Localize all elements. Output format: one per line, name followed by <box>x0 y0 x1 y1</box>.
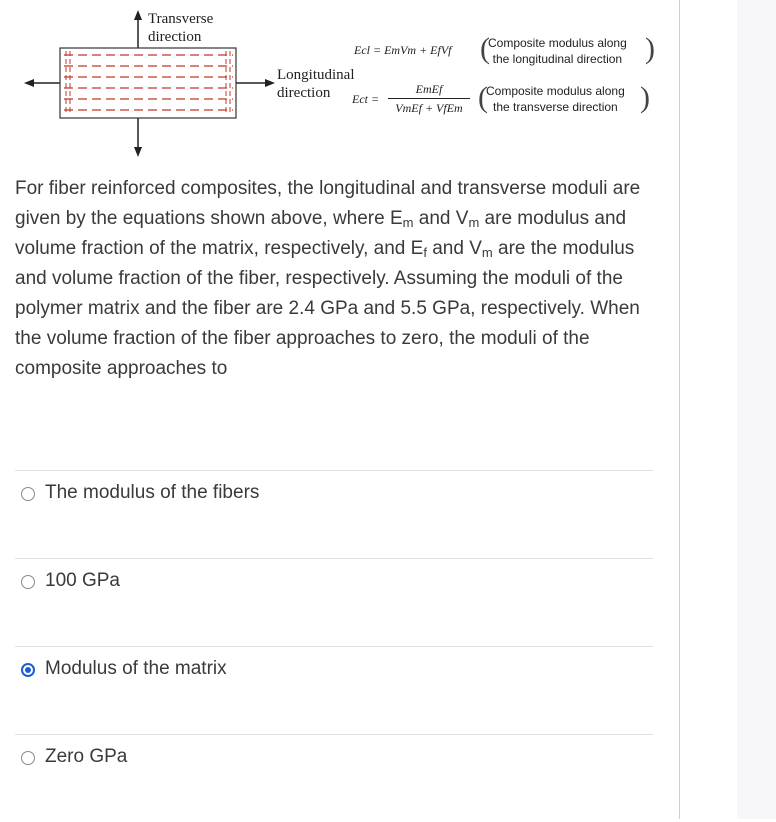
arrow-right-icon <box>265 79 275 87</box>
radio-button[interactable] <box>21 575 35 589</box>
option-100-gpa[interactable] <box>15 559 653 646</box>
question-text-part: and V <box>413 208 469 229</box>
radio-button-selected[interactable] <box>21 663 35 677</box>
option-label: The modulus of the fibers <box>45 482 260 503</box>
subscript: f <box>423 245 427 260</box>
option-label: 100 GPa <box>45 570 120 591</box>
paren-open: ( <box>480 32 490 65</box>
arrow-up-icon <box>134 10 142 20</box>
transverse-note-line-1: Composite modulus along <box>486 84 625 98</box>
paren-open-2: ( <box>478 81 488 114</box>
question-text <box>15 174 655 384</box>
right-side-panel <box>737 0 776 819</box>
longitudinal-label-line-2: direction <box>277 85 331 101</box>
option-label: Modulus of the matrix <box>45 658 227 679</box>
composite-diagram <box>0 0 679 165</box>
transverse-label-line-1: Transverse <box>148 11 214 27</box>
radio-button[interactable] <box>21 751 35 765</box>
answer-options <box>15 470 653 822</box>
paren-close-2: ) <box>640 81 650 114</box>
transverse-note-line-2: the transverse direction <box>493 100 618 114</box>
option-zero-gpa[interactable] <box>15 735 653 822</box>
longitudinal-label <box>277 66 355 102</box>
question-text-part: and V <box>426 238 482 259</box>
option-label: Zero GPa <box>45 746 128 767</box>
arrow-down-icon <box>134 147 142 157</box>
subscript: m <box>402 215 414 230</box>
question-text-part: are modulus and volume fraction of the matrix, respectively, and E <box>15 208 627 259</box>
radio-button[interactable] <box>21 487 35 501</box>
subscript: m <box>468 215 480 230</box>
right-gutter <box>680 0 737 819</box>
fraction-bar <box>388 98 470 99</box>
transverse-label <box>148 10 213 46</box>
longitudinal-note <box>488 35 627 67</box>
transverse-equation-denominator: VmEf + VfEm <box>395 101 463 115</box>
longitudinal-note-line-2: the longitudinal direction <box>492 52 623 66</box>
question-text-part: For fiber reinforced composites, the longitudinal and transverse moduli are given by the equations shown above, where E <box>15 178 641 229</box>
longitudinal-note-line-1: Composite modulus along <box>488 36 627 50</box>
option-matrix-modulus[interactable] <box>15 647 653 734</box>
longitudinal-label-line-1: Longitudinal <box>277 67 355 83</box>
option-fibers-modulus[interactable] <box>15 471 653 558</box>
transverse-note <box>486 83 625 115</box>
transverse-equation-lhs: Ect = <box>352 92 380 106</box>
paren-close: ) <box>645 32 655 65</box>
composite-block <box>60 48 236 118</box>
transverse-equation-numerator: EmEf <box>415 82 443 96</box>
longitudinal-equation: Ecl = EmVm + EfVf <box>354 43 452 57</box>
transverse-label-line-2: direction <box>148 29 202 45</box>
arrow-left-icon <box>24 79 34 87</box>
question-text-part: are the modulus and volume fraction of the fiber, respectively. Assuming the moduli of the polymer matrix and the fiber are 2.4 GPa and 5.5 GPa, respectively. When the volume fraction of the fiber approaches to zero, the moduli of the composite approaches to <box>15 238 640 379</box>
subscript: m <box>481 245 493 260</box>
